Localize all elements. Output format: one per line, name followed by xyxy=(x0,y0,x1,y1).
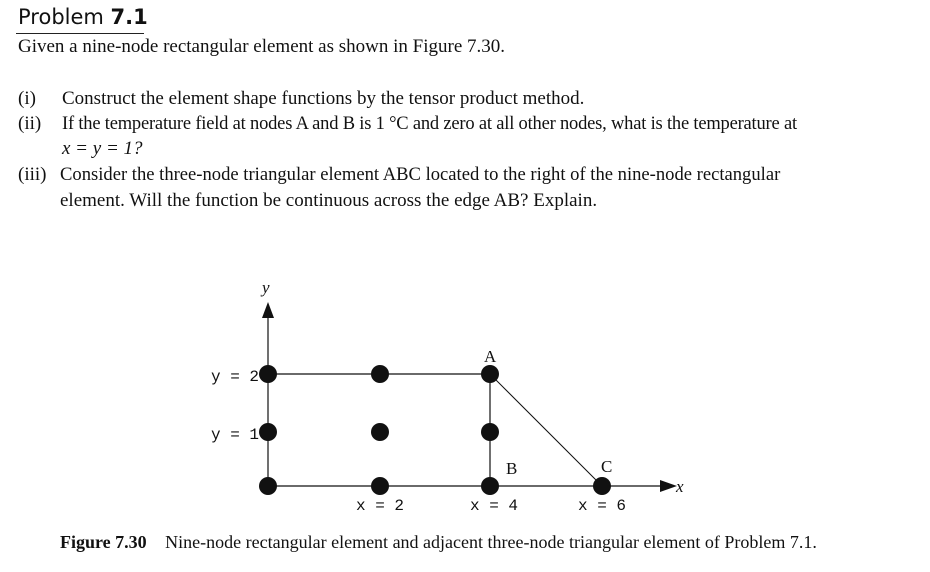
y-axis-arrowhead xyxy=(262,302,274,318)
x-axis-arrowhead xyxy=(660,480,677,492)
node-label-a: A xyxy=(484,347,497,366)
node xyxy=(371,477,389,495)
y-axis-label: y xyxy=(262,278,270,297)
problem-intro: Given a nine-node rectangular element as shown in Figure 7.30. xyxy=(18,36,505,57)
part-label: (ii) xyxy=(18,113,42,134)
part-line: element. Will the function be continuous across the edge AB? Explain. xyxy=(60,190,598,211)
part-label: (iii) xyxy=(18,164,47,185)
node xyxy=(259,365,277,383)
part-label: (i) xyxy=(18,88,36,109)
node xyxy=(259,477,277,495)
part-line: If the temperature field at nodes A and B is 1 °C and zero at all other nodes, what is the temperature at xyxy=(62,114,797,134)
problem-number: 7.1 xyxy=(110,5,148,29)
problem-prefix: Problem xyxy=(18,5,104,29)
part-line: x = y = 1? xyxy=(62,138,143,159)
node xyxy=(371,423,389,441)
tick-label-x6: x = 6 xyxy=(578,497,627,515)
node-label-b: B xyxy=(506,459,518,478)
caption-text: Nine-node rectangular element and adjacent three-node triangular element of Problem 7.1. xyxy=(165,532,817,552)
node-a xyxy=(481,365,499,383)
tick-label-y2: y = 2 xyxy=(211,368,260,386)
caption-label: Figure 7.30 xyxy=(60,532,147,552)
node xyxy=(481,423,499,441)
node-label-c: C xyxy=(601,457,613,476)
tick-label-x2: x = 2 xyxy=(356,497,405,515)
part-line: Construct the element shape functions by the tensor product method. xyxy=(62,88,585,109)
tick-label-y1: y = 1 xyxy=(211,426,260,444)
figure-caption xyxy=(60,532,817,553)
node-b xyxy=(481,477,499,495)
node xyxy=(371,365,389,383)
node xyxy=(259,423,277,441)
part-line: Consider the three-node triangular element ABC located to the right of the nine-node rectangular xyxy=(60,164,781,185)
tick-label-x4: x = 4 xyxy=(470,497,519,515)
node-c xyxy=(593,477,611,495)
x-axis-label: x xyxy=(676,477,684,496)
